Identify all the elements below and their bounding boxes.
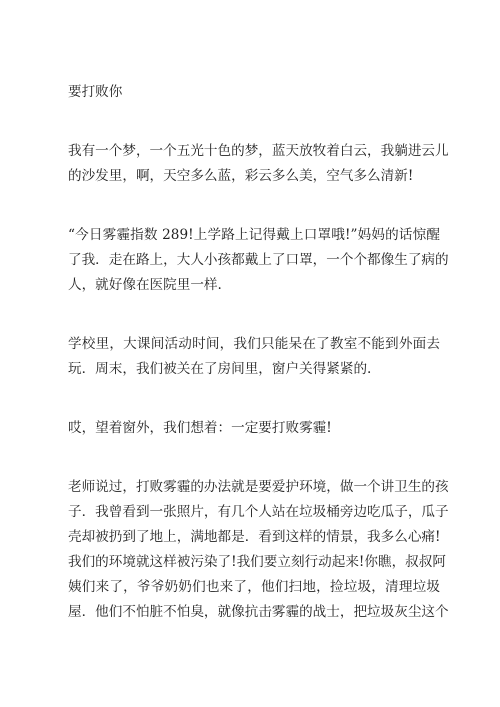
text-line: 姨们来了，爷爷奶奶们也来了，他们扫地，捡垃圾，清理垃圾 [68, 579, 440, 595]
text-line: 我们的环境就这样被污染了!我们要立刻行动起来!你瞧，叔叔阿 [68, 554, 446, 570]
text-line: 壳却被扔到了地上，满地都是．看到这样的情景，我多么心痛! [68, 529, 441, 545]
text-line: 的沙发里，啊，天空多么蓝，彩云多么美，空气多么清新! [68, 168, 414, 184]
text-line: 我有一个梦，一个五光十色的梦，蓝天放牧着白云，我躺进云儿 [68, 143, 449, 159]
text-line: 玩．周末，我们被关在了房间里，窗户关得紧紧的. [68, 361, 372, 377]
text-line: 学校里，大课间活动时间，我们只能呆在了教室不能到外面去 [68, 336, 440, 352]
text-line: 了我．走在路上，大人小孩都戴上了口罩，一个个都像生了病的 [68, 252, 449, 268]
text-line: “今日雾霾指数 289!上学路上记得戴上口罩哦!”妈妈的话惊醒 [68, 227, 440, 243]
text-line: 老师说过，打败雾霾的办法就是要爱护环境，做一个讲卫生的孩 [68, 479, 449, 495]
text-line: 人，就好像在医院里一样. [68, 277, 222, 293]
essay-title: 要打败你 [68, 84, 123, 100]
text-line: 子．我曾看到一张照片，有几个人站在垃圾桶旁边吃瓜子，瓜子 [68, 504, 449, 520]
essay-body [68, 80, 449, 625]
paragraph-smog-index [68, 223, 449, 298]
text-line: 哎，望着窗外，我们想着：一定要打败雾霾! [68, 420, 332, 436]
paragraph-school [68, 332, 440, 382]
paragraph-resolve [68, 416, 440, 441]
text-line: 屋．他们不怕脏不怕臭，就像抗击雾霾的战士，把垃圾灰尘这个 [68, 604, 449, 620]
paragraph-teacher [68, 475, 449, 625]
paragraph-dream [68, 139, 449, 189]
